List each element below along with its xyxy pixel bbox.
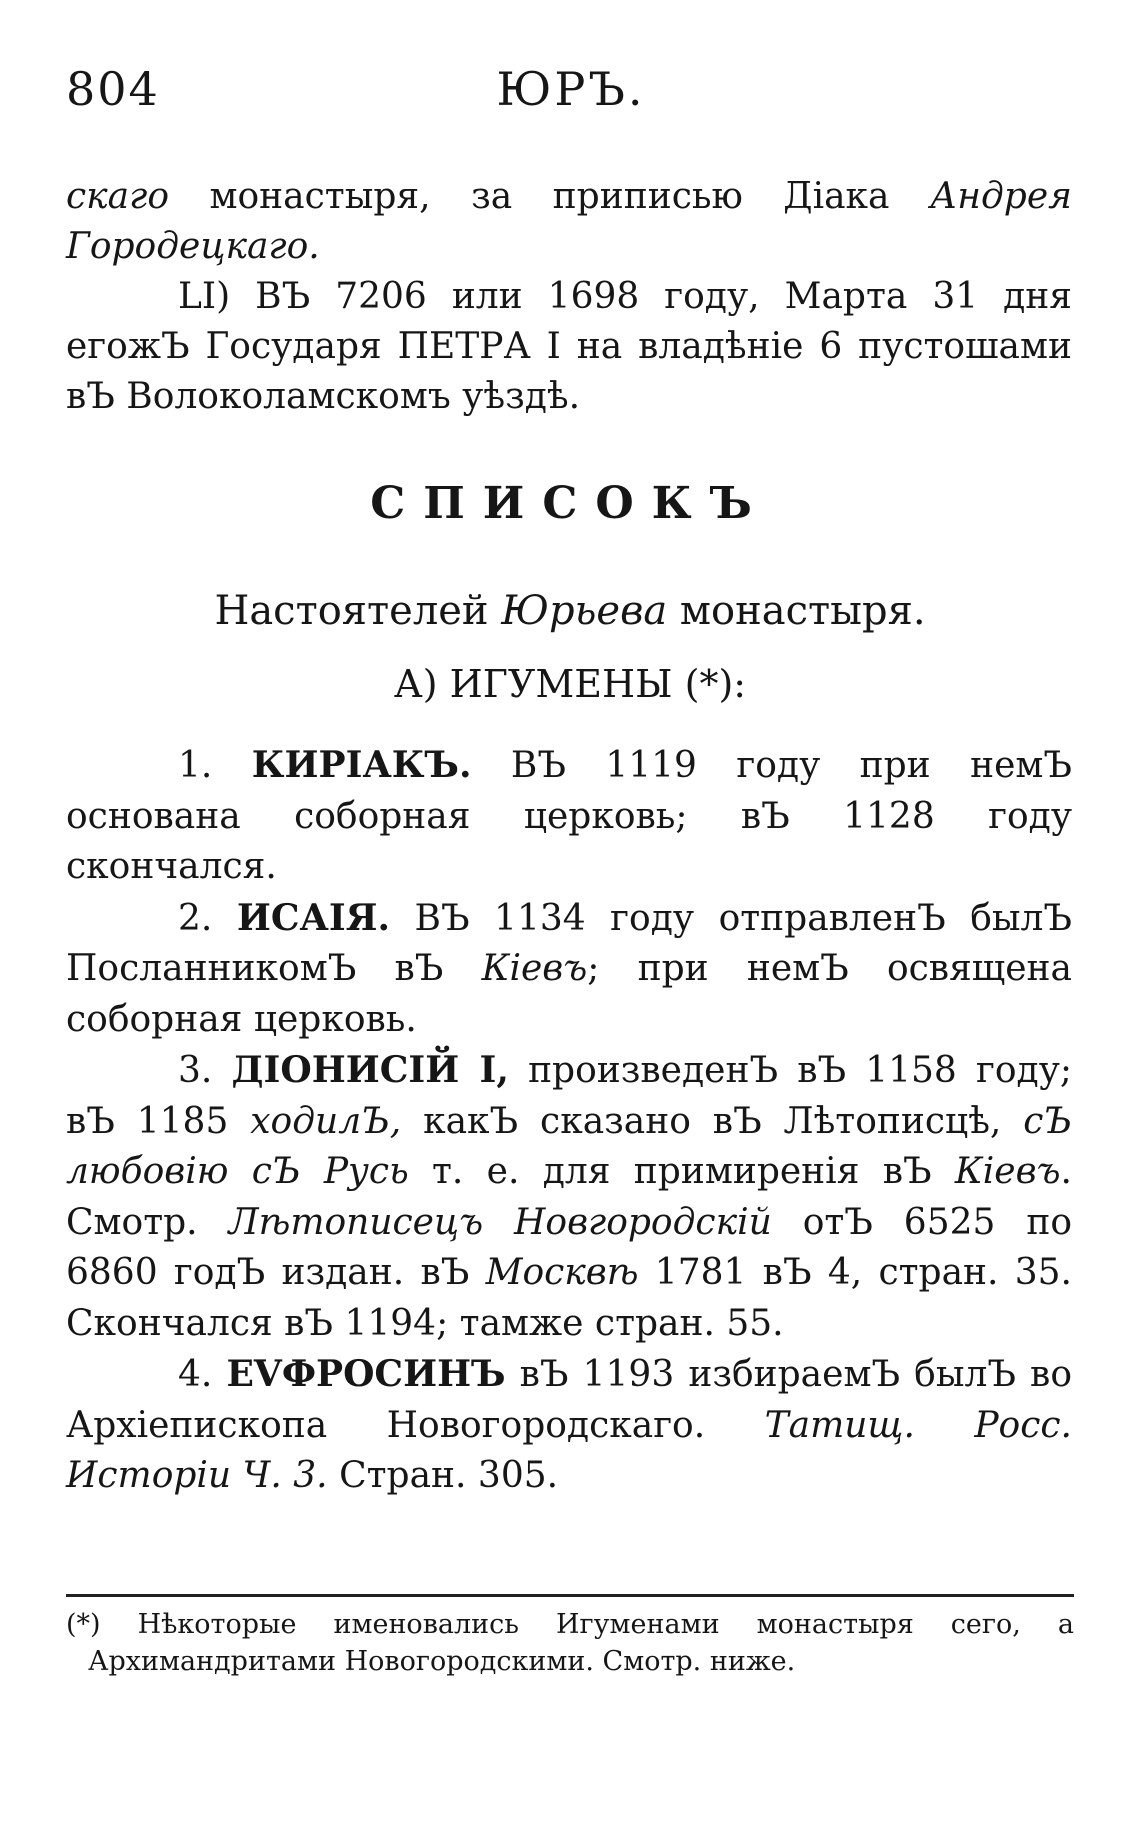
subtitle-italic: Юрьева xyxy=(501,588,668,634)
running-head: ЮРЪ. xyxy=(496,62,646,116)
entry-number: 4. xyxy=(178,1354,213,1395)
list-item xyxy=(66,1045,1072,1349)
entry-text: . Смотр. xyxy=(66,1151,1072,1243)
intro-text xyxy=(66,172,1072,422)
entry-italic: сЪ любовiю сЪ Русь xyxy=(66,1100,1072,1192)
subtitle-part: монастыря. xyxy=(667,588,926,634)
intro-paragraph xyxy=(66,172,1072,272)
list-item xyxy=(66,740,1072,893)
entry-text: какЪ сказано вЪ Лѣтописцѣ, xyxy=(401,1100,1024,1142)
footnote-divider xyxy=(66,1594,1074,1597)
item-li-paragraph: LI) ВЪ 7206 или 1698 году, Марта 31 дня егожЪ Государя ПЕТРА I на владѣнiе 6 пустошами вЪ Волоколамскомъ уѣздѣ. xyxy=(66,276,1072,417)
section-subtitle xyxy=(0,588,1140,634)
entry-number: 3. xyxy=(178,1050,213,1091)
list-item xyxy=(66,893,1072,1046)
entry-text: вЪ 1193 избираемЪ былЪ во Архiепископа Новогородскаго. xyxy=(66,1354,1072,1446)
entry-italic: Лѣтописецъ Новгородскiй xyxy=(228,1201,772,1243)
page-number: 804 xyxy=(66,62,160,116)
entry-name: ЕVФРОСИНЪ xyxy=(226,1353,506,1395)
entry-text: ; при немЪ освящена соборная церковь. xyxy=(66,948,1073,1040)
entry-text: ВЪ 1134 году отправленЪ былЪ ПосланникомЪ вЪ xyxy=(66,897,1072,989)
entry-italic: ходилЪ, xyxy=(250,1100,402,1142)
intro-fragment: монастыря, за приписью Дiака xyxy=(169,176,931,217)
footnote-text: (*) Нѣкоторые именовались Игуменами монастыря сего, а Архимандритами Новогородскими. Смотр. ниже. xyxy=(66,1609,1074,1677)
subtitle-part: Настоятелей xyxy=(214,588,502,634)
entry-name: КИРIАКЪ. xyxy=(251,744,472,786)
section-title: СПИСОКЪ xyxy=(370,478,770,529)
abbots-list xyxy=(66,740,1072,1502)
entry-text: Стран. 305. xyxy=(327,1455,559,1496)
entry-text: отЪ 6525 по 6860 годЪ издан. вЪ xyxy=(66,1201,1072,1293)
entry-text: произведенЪ вЪ 1158 году; вЪ 1185 xyxy=(66,1050,1073,1142)
entry-italic: Кiевъ xyxy=(954,1151,1061,1192)
list-item xyxy=(66,1349,1072,1502)
page-header xyxy=(66,62,1076,132)
entry-text: т. е. для примиренiя вЪ xyxy=(408,1151,955,1192)
footnote xyxy=(66,1606,1074,1680)
entry-number: 2. xyxy=(178,897,213,939)
entry-text: ВЪ 1119 году при немЪ основана соборная церковь; вЪ 1128 году скончался. xyxy=(66,745,1072,887)
intro-name-italic: Андрея Городецкаго. xyxy=(66,176,1072,267)
entry-number: 1. xyxy=(178,745,213,786)
group-heading: А) ИГУМЕНЫ (*): xyxy=(393,662,747,706)
entry-italic: Татищ. Росс. Исторiи Ч. 3. xyxy=(66,1404,1072,1496)
entry-name: ИСАIЯ. xyxy=(236,896,390,939)
intro-fragment-italic: скаго xyxy=(66,176,169,217)
entry-name: ДIОНИСIЙ I, xyxy=(231,1049,509,1091)
entry-text: 1781 вЪ 4, стран. 35. Скончался вЪ 1194; тамже стран. 55. xyxy=(66,1252,1072,1344)
entry-italic: Кiевъ xyxy=(481,948,588,989)
entry-italic: Москвѣ xyxy=(485,1252,639,1293)
